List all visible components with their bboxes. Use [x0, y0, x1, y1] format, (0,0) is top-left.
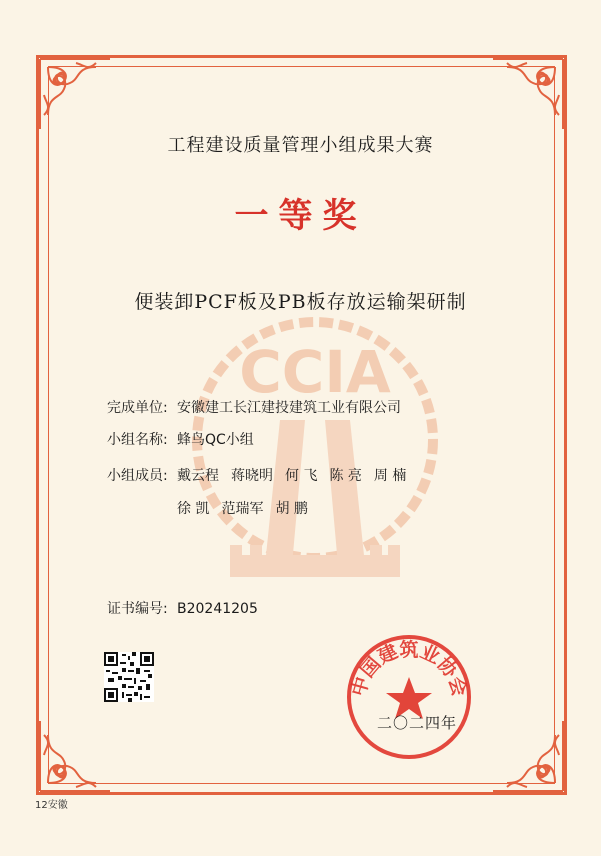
ccia-logo-icon: [180, 300, 450, 600]
cert-no-row: [107, 598, 258, 618]
seal-date: 二〇二四年: [376, 714, 457, 732]
members-row: [107, 465, 418, 485]
group-row: [107, 429, 254, 449]
member-name: 范瑞军: [221, 501, 264, 517]
unit-row: [107, 397, 401, 417]
member-name: 戴云程: [177, 468, 219, 484]
member-name: 周 楠: [373, 468, 407, 484]
unit-value: 安徽建工长江建投建筑工业有限公司: [177, 400, 401, 416]
ornament-corner-icon: [489, 717, 567, 795]
cert-no-value: B20241205: [177, 601, 258, 617]
award-level: 一等奖: [234, 196, 367, 236]
member-name: 蒋晓明: [231, 468, 273, 484]
group-label: 小组名称:: [107, 432, 168, 448]
serial-number: 12安徽: [35, 800, 68, 811]
member-name: 何 飞: [285, 468, 318, 484]
members-label: 小组成员:: [107, 468, 168, 484]
cert-no-label: 证书编号:: [107, 601, 168, 617]
group-value: 蜂鸟QC小组: [177, 432, 254, 448]
watermark-text: CCIA: [239, 338, 391, 406]
project-name: 便装卸PCF板及PB板存放运输架研制: [134, 291, 467, 313]
certificate-title: 工程建设质量管理小组成果大赛: [167, 135, 434, 156]
qr-code-icon: [104, 652, 154, 702]
member-name: 胡 鹏: [275, 501, 308, 517]
members-row-2: [177, 498, 320, 518]
official-seal-icon: [345, 633, 473, 761]
ornament-corner-icon: [36, 55, 114, 133]
ornament-corner-icon: [36, 717, 114, 795]
unit-label: 完成单位:: [107, 400, 168, 416]
member-name: 陈 亮: [329, 468, 362, 484]
member-name: 徐 凯: [177, 501, 210, 517]
seal-org-text: 中国建筑业协会: [347, 638, 471, 699]
ornament-corner-icon: [489, 55, 567, 133]
